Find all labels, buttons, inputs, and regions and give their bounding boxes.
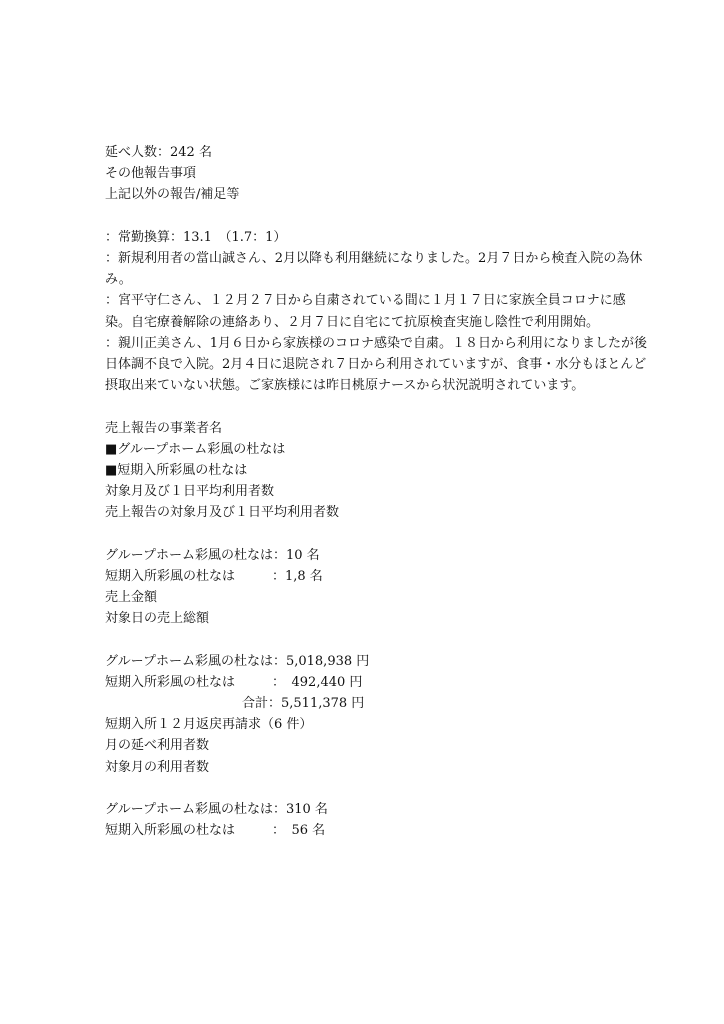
amount-group-home-value: ：5,018,938 円 [272,653,370,669]
average-group-home-row [105,545,650,566]
monthly-group-home-label: グループホーム彩風の杜なは [105,801,273,817]
other-reports-heading: その他報告事項 [105,166,197,182]
spacer [105,778,650,799]
note-2: ：宮平守仁さん、１２月２７日から自粛されている間に１月１７日に家族全員コロナに感染。自宅療養解除の連絡あり、２月７日に自宅にて抗原検査実施し陰性で利用開始。 [105,293,626,330]
average-group-home-label: グループホーム彩風の杜なは [105,547,273,563]
business-name-heading: 売上報告の事業者名 [105,420,223,436]
spacer [105,396,650,417]
note-3: ：親川正美さん、1月６日から家族様のコロナ感染で自粛。１８日から利用になりましたが後日体調不良で入院。2月４日に退院され７日から利用されていますが、食事・水分もほとんど摂取出来ていない状態。ご家族様には昨日桃原ナースから状況説明されています。 [105,335,648,394]
amount-short-stay-value: ： 492,440 円 [272,674,363,690]
amount-short-stay-label: 短期入所彩風の杜なは [105,674,236,690]
monthly-short-stay-row [105,820,650,841]
amount-short-stay-row [105,672,650,693]
note-1: ：新規利用者の當山誠さん、2月以降も利用継続になりました。2月７日から検査入院の為休み。 [105,250,643,288]
average-short-stay-row [105,566,650,587]
monthly-users-heading: 月の延べ利用者数 [105,738,210,754]
monthly-short-stay-value: ： 56 名 [272,823,326,839]
sales-amount-heading: 売上金額 [105,590,158,606]
monthly-group-home-value: ：310 名 [272,801,328,817]
average-short-stay-value: ：1,8 名 [272,568,323,584]
business-group-home: ■グループホーム彩風の杜なは [105,441,286,457]
sales-amount-subheading: 対象日の売上総額 [105,611,210,627]
average-short-stay-label: 短期入所彩風の杜なは [105,568,236,584]
other-reports-subheading: 上記以外の報告/補足等 [105,187,240,203]
total-users-line: 延べ人数：242 名 [105,145,212,160]
average-users-heading: 対象月及び１日平均利用者数 [105,484,275,500]
amount-total: 合計：5,511,378 円 [242,695,365,711]
spacer [105,629,650,650]
average-group-home-value: ：10 名 [272,547,320,563]
monthly-short-stay-label: 短期入所彩風の杜なは [105,823,236,839]
conversion-line: ：常勤換算：13.1 （1.7：1） [105,229,287,245]
amount-group-home-label: グループホーム彩風の杜なは [105,653,273,669]
spacer [105,206,650,227]
business-short-stay: ■短期入所彩風の杜なは [105,462,248,478]
average-users-subheading: 売上報告の対象月及び１日平均利用者数 [105,505,340,521]
spacer [105,523,650,544]
monthly-users-subheading: 対象月の利用者数 [105,759,210,775]
monthly-group-home-row [105,799,650,820]
document-page [105,142,650,841]
refund-line: 短期入所１２月返戻再請求（6 件） [105,717,313,733]
amount-group-home-row [105,651,650,672]
